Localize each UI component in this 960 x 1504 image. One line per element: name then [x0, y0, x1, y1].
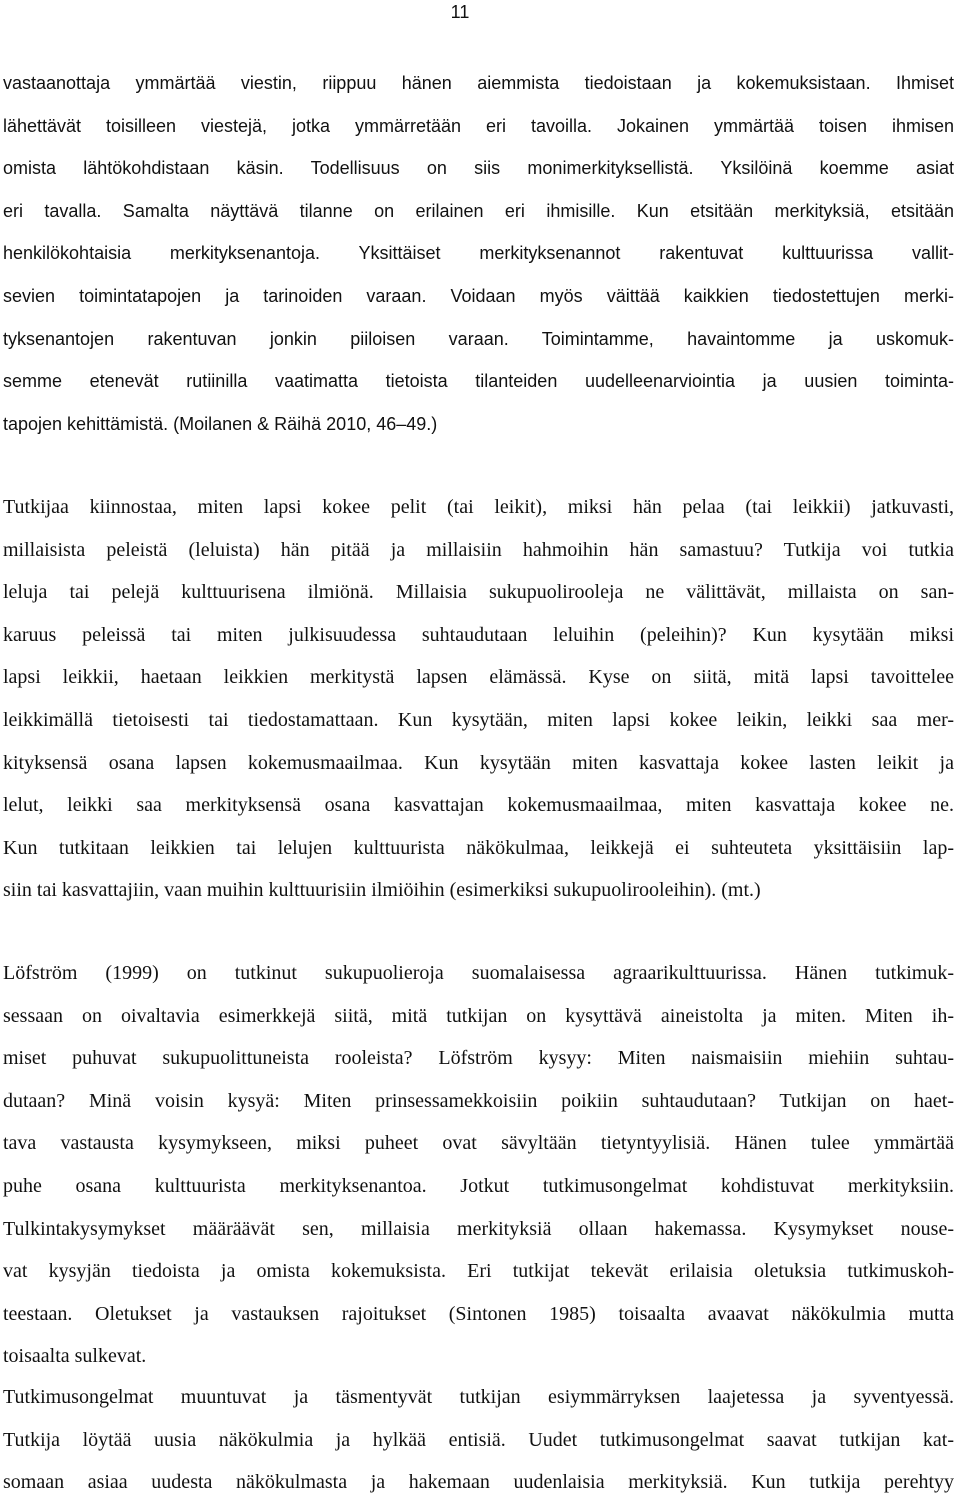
- text-line: sevien toimintatapojen ja tarinoiden varaan. Voidaan myös väittää kaikkien tiedostettujen merki-: [3, 285, 954, 306]
- text-line: teestaan. Oletukset ja vastauksen rajoitukset (Sintonen 1985) toisaalta avaavat näkökulmia mutta: [3, 1302, 954, 1325]
- text-line: lähettävät toisilleen viestejä, jotka ymmärretään eri tavoilla. Jokainen ymmärtää toisen ihmisen: [3, 115, 954, 136]
- text-line: henkilökohtaisia merkityksenantoja. Yksittäiset merkityksenannot rakentuvat kulttuurissa vallit-: [3, 243, 954, 264]
- text-line: Tutkijaa kiinnostaa, miten lapsi kokee pelit (tai leikit), miksi hän pelaa (tai leikkii) jatkuvasti,: [3, 496, 954, 518]
- text-line: somaan asiaa uudesta näkökulmasta ja hakemaan uudenlaisia merkityksiä. Kun tutkija perehtyy: [3, 1471, 954, 1494]
- paragraph-3: [3, 952, 954, 1378]
- text-line: miset puhuvat sukupuolittuneista rooleista? Löfström kysyy: Miten naismaisiin miehiin suhtau-: [3, 1047, 954, 1070]
- text-line: leluja tai pelejä kulttuurisena ilmiönä. Millaisia sukupuolirooleja ne välittävät, millaista on san-: [3, 581, 954, 604]
- text-line: Kun tutkitaan leikkien tai lelujen kulttuurista näkökulmaa, leikkejä ei suhteuteta yksittäisiin lap-: [3, 836, 954, 859]
- text-line: siin tai kasvattajiin, vaan muihin kulttuurisiin ilmiöihin (esimerkiksi sukupuolirooleihin). (mt.): [3, 879, 761, 902]
- text-line: kityksensä osana lapsen kokemusmaailmaa. Kun kysytään miten kasvattaja kokee lasten leikit ja: [3, 751, 954, 774]
- text-line: eri tavalla. Samalta näyttävä tilanne on erilainen eri ihmisille. Kun etsitään merkityksiä, etsitään: [3, 200, 954, 221]
- text-line: millaisista peleistä (leluista) hän pitää ja millaisiin hahmoihin hän samastuu? Tutkija voi tutkia: [3, 538, 954, 561]
- page-number: 11: [450, 2, 470, 22]
- text-line: Tutkimusongelmat muuntuvat ja täsmentyvät tutkijan esiymmärryksen laajetessa ja syventyessä.: [3, 1386, 954, 1408]
- text-line: omista lähtökohdistaan käsin. Todellisuus on siis monimerkityksellistä. Yksilöinä koemme asiat: [3, 158, 954, 179]
- text-line: Tulkintakysymykset määräävät sen, millaisia merkityksiä ollaan hakemassa. Kysymykset nouse-: [3, 1217, 954, 1240]
- paragraph-4: [3, 1376, 954, 1504]
- text-line: toisaalta sulkevat.: [3, 1345, 147, 1368]
- text-line: Tutkija löytää uusia näkökulmia ja hylkää entisiä. Uudet tutkimusongelmat saavat tutkijan kat-: [3, 1428, 954, 1451]
- text-line: tava vastausta kysymykseen, miksi puheet ovat sävyltään tietyntyylisiä. Hänen tulee ymmärtää: [3, 1132, 954, 1155]
- text-line: karuus peleissä tai miten julkisuudessa suhtaudutaan leluihin (peleihin)? Kun kysytään miksi: [3, 623, 954, 646]
- text-line: vastaanottaja ymmärtää viestin, riippuu hänen aiemmista tiedoistaan ja kokemuksistaan. Ihmiset: [3, 73, 954, 93]
- text-line: lelut, leikki saa merkityksensä osana kasvattajan kokemusmaailmaa, miten kasvattaja kokee ne.: [3, 794, 954, 817]
- text-line: sessaan on oivaltavia esimerkkejä siitä, mitä tutkijan on kysyttävä aineistolta ja miten. Miten ih-: [3, 1004, 954, 1027]
- text-line: puhe osana kulttuurista merkityksenantoa. Jotkut tutkimusongelmat kohdistuvat merkityksiin.: [3, 1174, 954, 1197]
- text-line: lapsi leikkii, haetaan leikkien merkitystä lapsen elämässä. Kyse on siitä, mitä lapsi tavoittelee: [3, 666, 954, 689]
- text-line: Löfström (1999) on tutkinut sukupuolieroja suomalaisessa agraarikulttuurissa. Hänen tutkimuk-: [3, 962, 954, 984]
- paragraph-1: [3, 62, 954, 445]
- text-line: leikkimällä tietoisesti tai tiedostamattaan. Kun kysytään, miten lapsi kokee leikin, leikki saa mer-: [3, 708, 954, 731]
- text-line: vat kysyjän tiedoista ja omista kokemuksista. Eri tutkijat tekevät erilaisia oletuksia tutkimuskoh-: [3, 1260, 954, 1283]
- text-line: tyksenantojen rakentuvan jonkin piiloisen varaan. Toimintamme, havaintomme ja uskomuk-: [3, 328, 954, 349]
- paragraph-2: [3, 486, 954, 912]
- text-line: semme etenevät rutiinilla vaatimatta tietoista tilanteiden uudelleenarviointia ja uusien toiminta-: [3, 371, 954, 392]
- text-line: dutaan? Minä voisin kysyä: Miten prinsessamekkoisiin poikiin suhtaudutaan? Tutkijan on haet-: [3, 1089, 954, 1112]
- text-line: tapojen kehittämistä. (Moilanen & Räihä 2010, 46–49.): [3, 413, 438, 434]
